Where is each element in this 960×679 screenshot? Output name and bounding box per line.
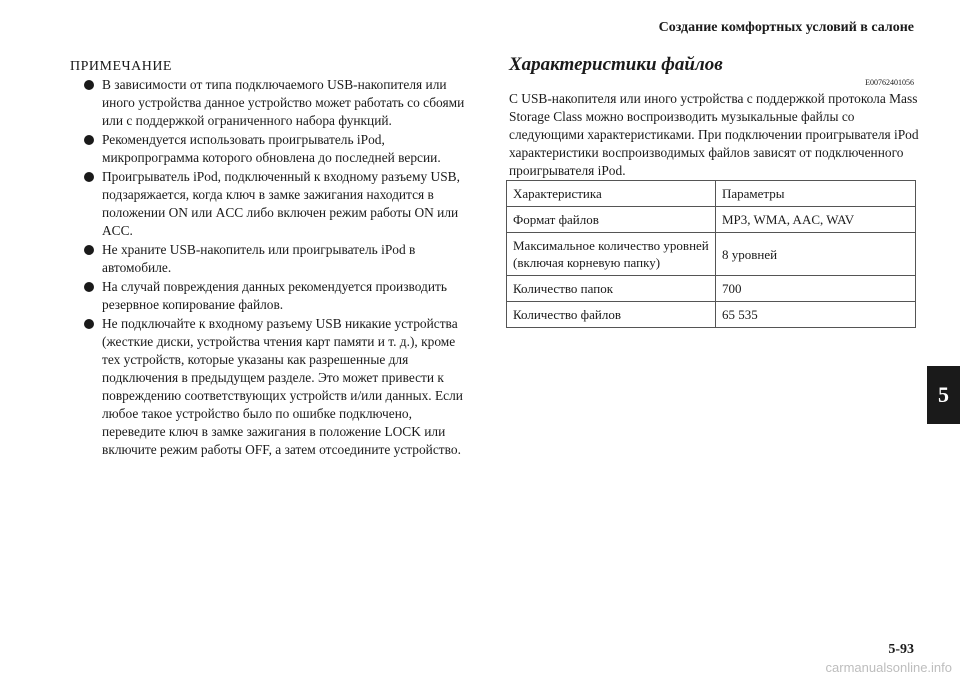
file-spec-table (506, 180, 916, 328)
section-intro: С USB-накопителя или иного устройства с поддержкой протокола Mass Storage Class можно воспроизводить музыкальные файлы со следующими характеристиками. При подключении проигрывателя iPod характеристики воспроизводимых файлов зависят от подключенного проигрывателя iPod. (509, 91, 919, 178)
note-item (70, 76, 475, 130)
note-item (70, 241, 475, 277)
note-item-text: Не храните USB-накопитель или проигрыватель iPod в автомобиле. (102, 242, 416, 275)
table-row (507, 233, 916, 276)
bullet-icon (84, 282, 94, 292)
table-cell: 65 535 (716, 302, 916, 328)
table-cell: Максимальное количество уровней (включая корневую папку) (507, 233, 716, 276)
bullet-icon (84, 80, 94, 90)
table-cell: 8 уровней (716, 233, 916, 276)
watermark: carmanualsonline.info (825, 660, 952, 675)
table-cell: Формат файлов (507, 207, 716, 233)
header-title: Создание комфортных условий в салоне (658, 20, 914, 35)
bullet-icon (84, 245, 94, 255)
note-list (70, 76, 475, 459)
bullet-icon (84, 135, 94, 145)
note-item-text: Рекомендуется использовать проигрыватель iPod, микропрограмма которого обновлена до последней версии. (102, 132, 441, 165)
note-item (70, 131, 475, 167)
note-item-text: Проигрыватель iPod, подключенный к входному разъему USB, подзаряжается, когда ключ в замке зажигания находится в положении ON или ACC либо включен режим работы ON или ACC. (102, 169, 460, 238)
table-row (507, 207, 916, 233)
note-block (70, 58, 475, 460)
bullet-icon (84, 172, 94, 182)
note-item (70, 168, 475, 240)
table-header-row (507, 181, 916, 207)
page-number: 5-93 (888, 642, 914, 657)
note-item-text: В зависимости от типа подключаемого USB-накопителя или иного устройства данное устройство может работать со сбоями или с поддержкой ограниченного набора функций. (102, 77, 465, 128)
note-item (70, 278, 475, 314)
note-item-text: Не подключайте к входному разъему USB никакие устройства (жесткие диски, устройства чтения карт памяти и т. д.), кроме тех устройств, которые указаны как разрешенные для подключения в предыдущем разделе. Это может привести к повреждению соответствующих устройств и/или данных. Если любое такое устройство было по ошибке подключено, переведите ключ в замке зажигания в положение LOCK или включите режим работы OFF, а затем отсоедините устройство. (102, 316, 463, 457)
table-cell: 700 (716, 276, 916, 302)
table-row (507, 302, 916, 328)
table-cell: Количество файлов (507, 302, 716, 328)
note-heading: ПРИМЕЧАНИЕ (70, 59, 172, 74)
chapter-tab: 5 (927, 366, 960, 424)
table-header-cell: Характеристика (507, 181, 716, 207)
table-header-cell: Параметры (716, 181, 916, 207)
bullet-icon (84, 319, 94, 329)
table-cell: Количество папок (507, 276, 716, 302)
note-item-text: На случай повреждения данных рекомендуется производить резервное копирование файлов. (102, 279, 447, 312)
table-cell: MP3, WMA, AAC, WAV (716, 207, 916, 233)
section-code: E00762401056 (865, 78, 914, 87)
table-row (507, 276, 916, 302)
section-title: Характеристики файлов (509, 54, 723, 75)
note-item (70, 315, 475, 459)
